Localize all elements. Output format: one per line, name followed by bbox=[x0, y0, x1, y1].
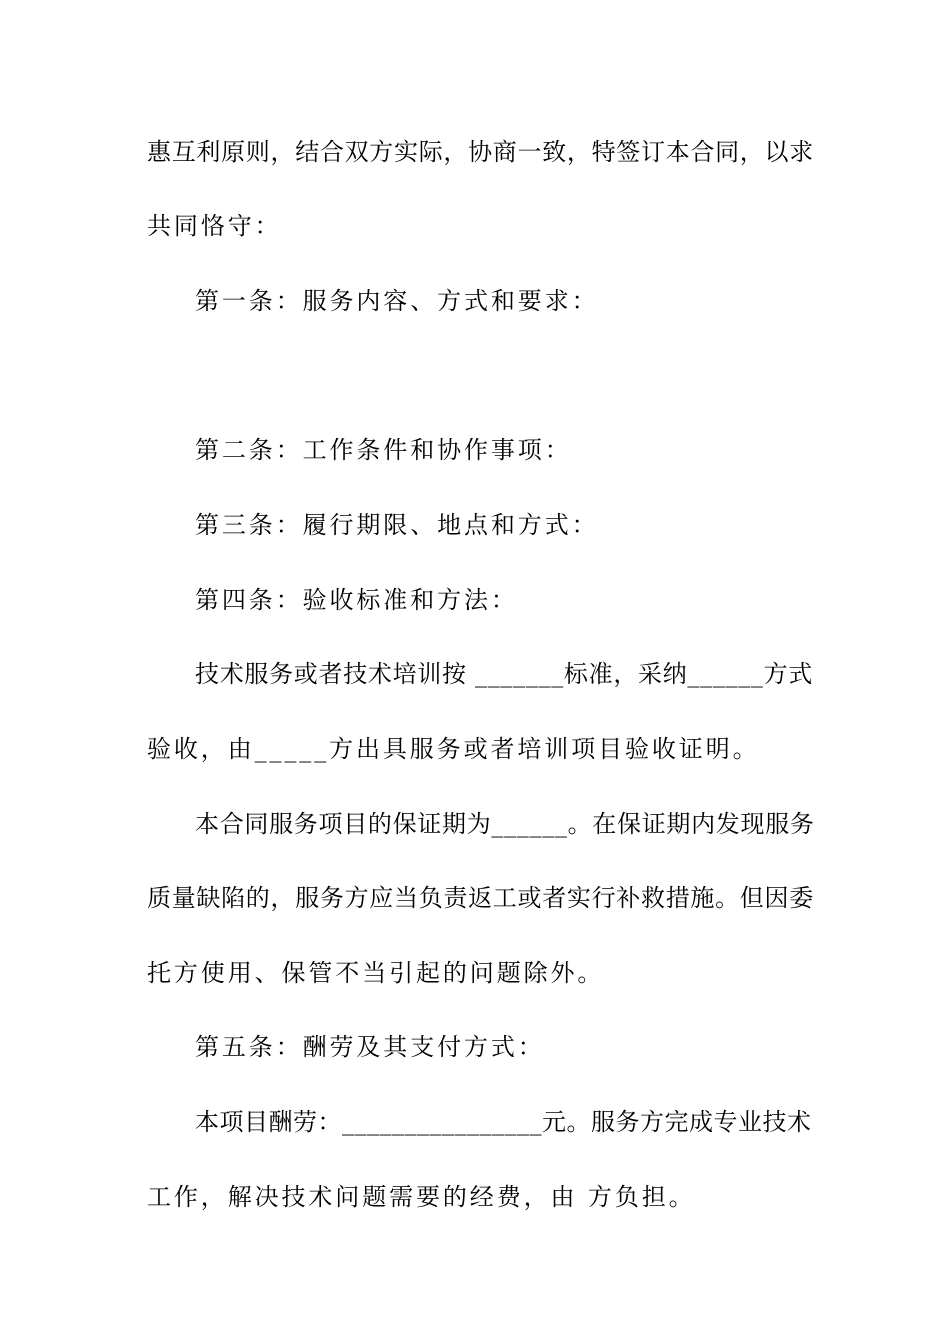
paragraph-line: 本项目酬劳：________________元。服务方完成专业技术 bbox=[195, 1108, 812, 1136]
paragraph-line: 质量缺陷的，服务方应当负责返工或者实行补救措施。但因委 bbox=[147, 884, 814, 912]
clause-heading-4: 第四条：验收标准和方法： bbox=[195, 586, 518, 614]
paragraph-line: 托方使用、保管不当引起的问题除外。 bbox=[147, 959, 605, 987]
paragraph-line: 验收，由_____方出具服务或者培训项目验收证明。 bbox=[147, 735, 760, 763]
paragraph-line: 工作，解决技术问题需要的经费，由 方负担。 bbox=[147, 1183, 696, 1211]
clause-heading-3: 第三条：履行期限、地点和方式： bbox=[195, 511, 599, 539]
clause-heading-5: 第五条：酬劳及其支付方式： bbox=[195, 1033, 545, 1061]
text-line: 惠互利原则，结合双方实际，协商一致，特签订本合同，以求 bbox=[147, 138, 814, 166]
clause-heading-2: 第二条：工作条件和协作事项： bbox=[195, 436, 572, 464]
paragraph-line: 本合同服务项目的保证期为______。在保证期内发现服务 bbox=[195, 810, 815, 838]
clause-heading-1: 第一条：服务内容、方式和要求： bbox=[195, 287, 599, 315]
paragraph-line: 技术服务或者技术培训按 _______标准，采纳______方式 bbox=[195, 660, 814, 688]
text-line: 共同恪守： bbox=[147, 212, 282, 240]
